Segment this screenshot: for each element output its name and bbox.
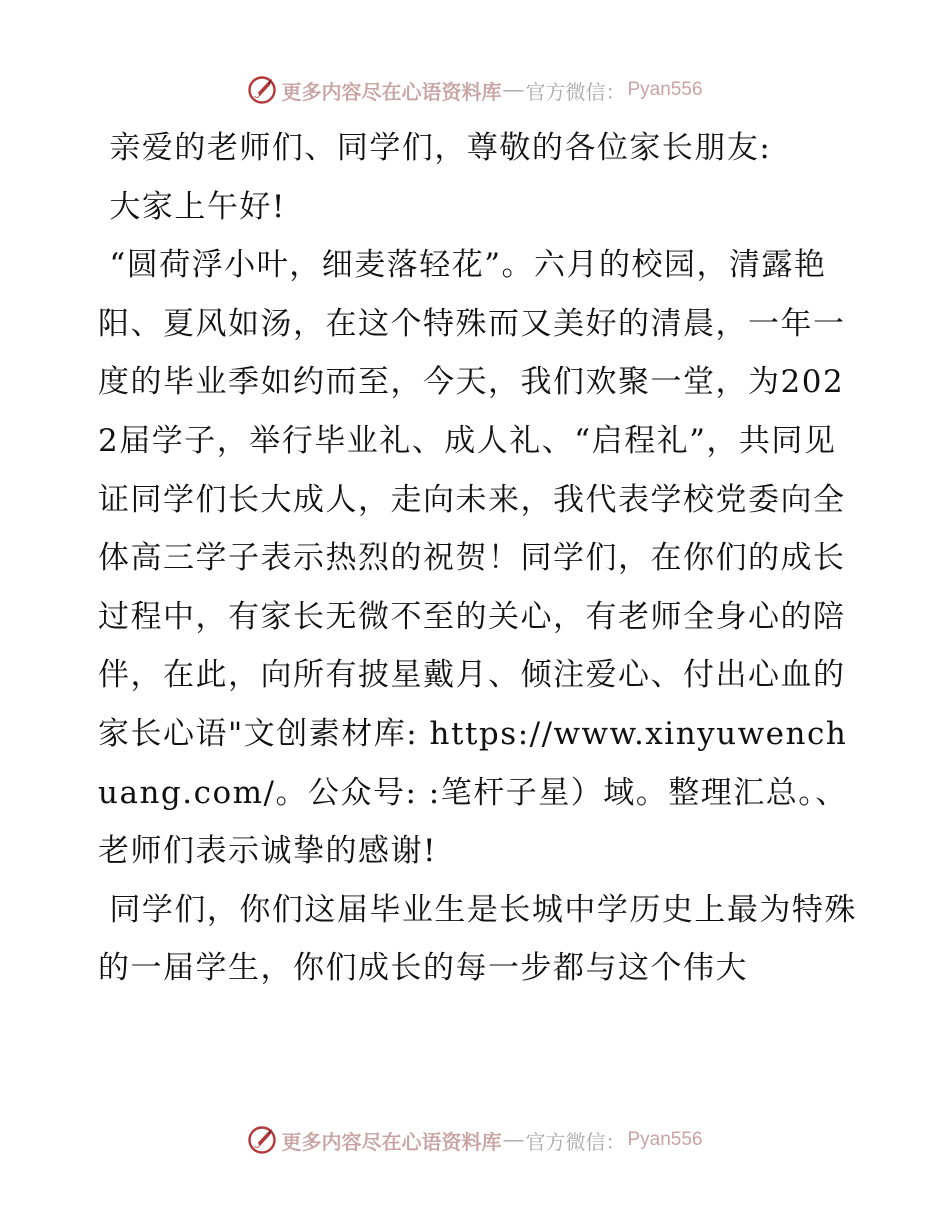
quill-pen-logo-icon [247,1125,277,1155]
banner-dash: — [503,78,524,101]
salutation-line: 大家上午好! [98,188,286,225]
greeting-line: 亲爱的老师们、同学们，尊敬的各位家长朋友: [98,130,772,166]
banner-wechat-label: 官方微信： [525,79,626,104]
banner-wechat-id: Pyan556 [627,1129,703,1150]
banner-brand-text: 更多内容尽在心语资料库 [281,79,502,104]
body-paragraph-1: “圆荷浮小叶，细麦落轻花”。六月的校园，清露艳阳、夏风如汤，在这个特殊而又美好的清晨，一年一度的毕业季如约而至，今天，我们欢聚一堂，为2022届学子，举行毕业礼、成人礼、“启程礼”，共同见证同学们长大成人，走向未来，我代表学校党委向全体高三学子表示热烈的祝贺！同学们，在你们的成长过程中，有家长无微不至的关心，有老师全身心的陪伴，在此，向所有披星戴月、倾注爱心、付出心血的家长心语"文创素材库: https://www.xinyuwenchuang.com/。公众号: :笔杆子星）域。整理汇总。、老师们表示诚挚的感谢! [98,247,848,870]
banner-dash: — [503,1128,524,1151]
body-paragraph-2: 同学们，你们这届毕业生是长城中学历史上最为特殊的一届学生，你们成长的每一步都与这个伟大 [98,891,857,987]
banner-brand-text: 更多内容尽在心语资料库 [281,1129,502,1154]
banner-wechat-id: Pyan556 [627,79,703,100]
quill-pen-logo-icon [247,75,277,105]
banner-wechat-label: 官方微信： [525,1129,626,1154]
footer-banner [0,1122,950,1158]
header-banner [0,72,950,108]
document-body [98,119,858,998]
